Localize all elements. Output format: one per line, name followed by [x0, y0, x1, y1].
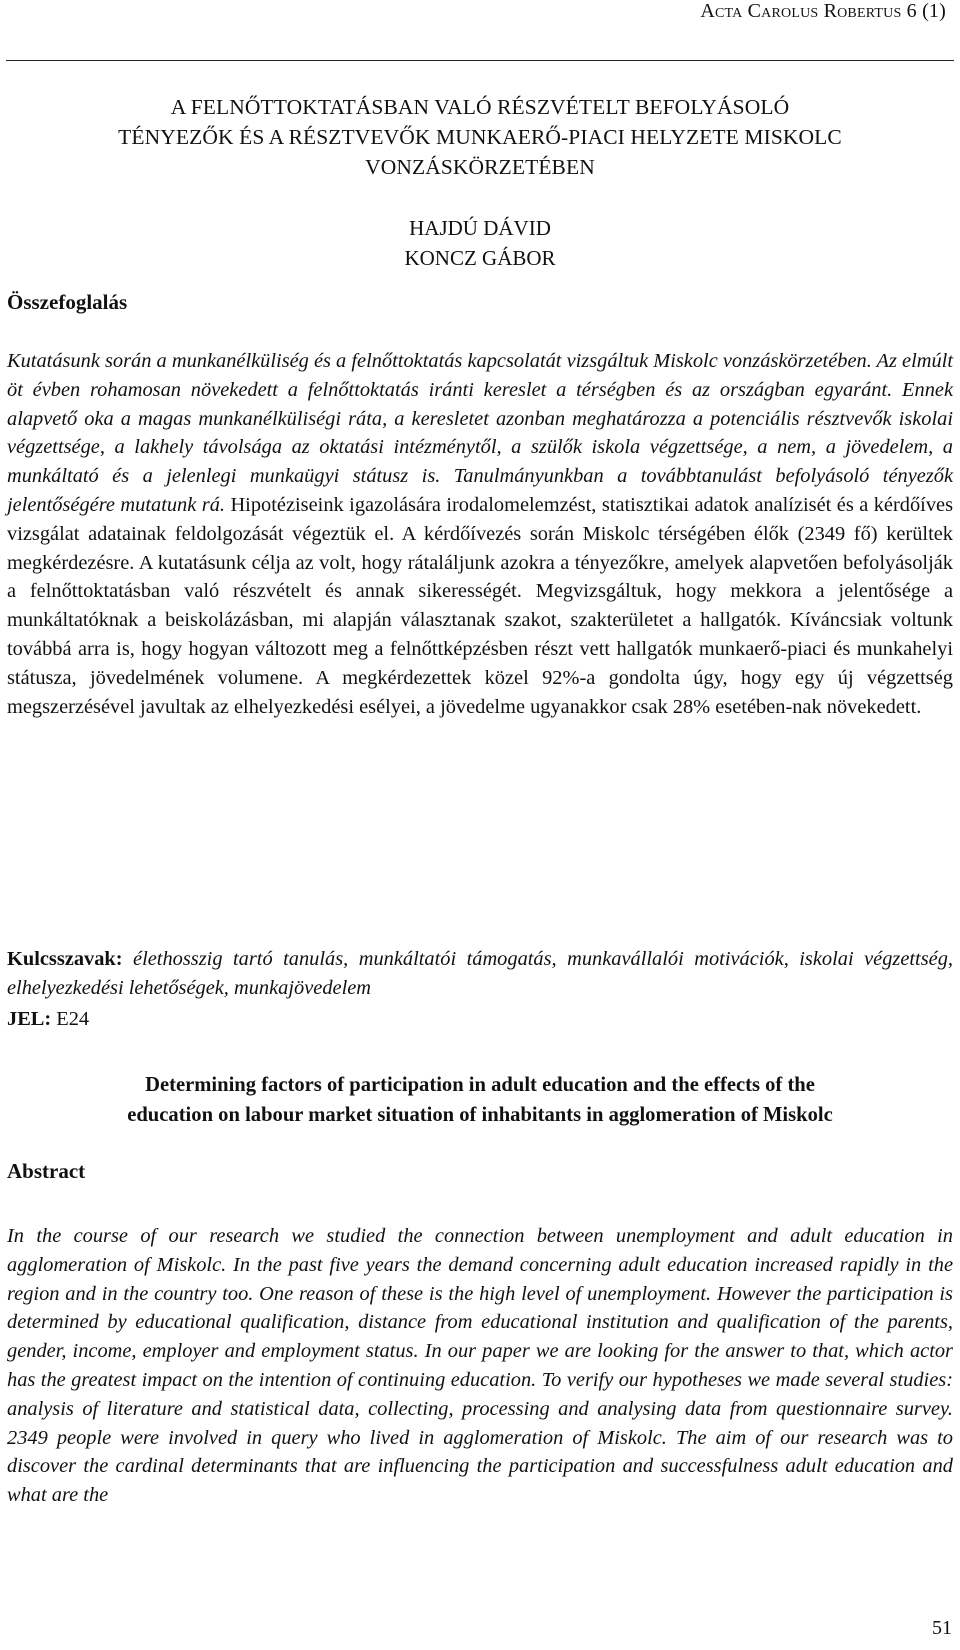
author-list	[8, 213, 952, 273]
summary-roman-text: Hipotéziseink igazolására irodalomelemzést, statisztikai adatok analízisét és a kérdőíves vizsgálat adatainak feldolgozását végeztük el. A kérdőívezés során Miskolc térségében élők (2349 fő) kerültek megkérdezésre. A kutatásunk célja az volt, hogy rátaláljunk azokra a tényezőkre, amelyek alapvetően befolyásolják a felnőttoktatásban való részvételt és annak sikerességét. Megvizsgáltuk, hogy mekkora a jelentősége a munkáltatóknak a beiskolázásban, mi alapján választanak szakot, szakterületet a hallgatók. Kíváncsiak voltunk továbbá arra is, hogy hogyan változott meg a felnőttképzésben részt vett hallgatók munkaerő-piaci és munkahelyi státusza, jövedelmének volumene. A megkérdezettek közel 92%-a gondolta úgy, hogy egy új végzettség megszerzésével javultak az elhelyezkedési esélyei, a jövedelme ugyanakkor csak 28% esetében-nak növekedett.	[7, 493, 954, 718]
header-rule	[6, 60, 954, 61]
jel-label: JEL:	[7, 1008, 52, 1030]
english-title-line-2: education on labour market situation of inhabitants in agglomeration of Miskolc	[127, 1104, 833, 1126]
journal-volume: 6 (1)	[906, 0, 946, 22]
summary-italic-text: Kutatásunk során a munkanélküliség és a felnőttoktatás kapcsolatát vizsgáltuk Miskolc vonzáskörzetében. Az elmúlt öt évben rohamosan növekedett a felnőttoktatás iránti kereslet a térségben és az országban egyaránt. Ennek alapvető oka a magas munkanélküliségi ráta, a keresletet azonban meghatározza a potenciális résztvevők iskolai végzettsége, a lakhely távolsága az oktatási intézménytől, a szülők iskola végzettsége, a nem, a jövedelem, a munkáltató és a jelenlegi munkaügyi státusz is. Tanulmányunkban a továbbtanulást befolyásoló tényezők jelentőségére mutatunk rá.	[7, 350, 953, 516]
abstract-paragraph	[7, 1222, 953, 1510]
author-name: KONCZ GÁBOR	[404, 246, 556, 270]
jel-value: E24	[51, 1008, 90, 1030]
title-line-1: A FELNŐTTOKTATÁSBAN VALÓ RÉSZVÉTELT BEFOLYÁSOLÓ	[170, 95, 790, 119]
journal-name: Acta Carolus Robertus	[700, 0, 902, 22]
title-line-3: VONZÁSKÖRZETÉBEN	[365, 155, 595, 179]
english-title-line-1: Determining factors of participation in adult education and the effects of the	[145, 1074, 815, 1096]
abstract-text: In the course of our research we studied the connection between unemployment and adult education in agglomeration of Miskolc. In the past five years the demand concerning adult education increased rapidly in the region and in the country too. One reason of these is the high level of unemployment. However the participation is determined by educational qualification, distance from educational institution and qualification of the parents, gender, income, employer and employment status. In our paper we are looking for the answer to that, which actor has the greatest impact on the intention of continuing education. To verify our hypotheses we made several studies: analysis of literature and statistical data, collecting, processing and analysing data from questionnaire survey. 2349 people were involved in query who lived in agglomeration of Miskolc. The aim of our research was to discover the cardinal determinants that are influencing the participation and successfulness adult education and what are the	[7, 1225, 953, 1507]
title-line-2: TÉNYEZŐK ÉS A RÉSZTVEVŐK MUNKAERŐ-PIACI HELYZETE MISKOLC	[118, 125, 842, 149]
page-number: 51	[932, 1617, 952, 1639]
summary-heading: Összefoglalás	[7, 290, 128, 314]
running-head	[700, 0, 946, 23]
keywords	[7, 945, 953, 1003]
author-name: HAJDÚ DÁVID	[409, 216, 551, 240]
article-title	[8, 92, 952, 182]
jel-code	[7, 1005, 89, 1034]
abstract-heading: Abstract	[7, 1159, 86, 1183]
english-title	[8, 1070, 952, 1130]
keywords-text: élethosszig tartó tanulás, munkáltatói támogatás, munkavállalói motivációk, iskolai végzettség, elhelyezkedési lehetőségek, munkajövedelem	[7, 948, 953, 999]
keywords-label: Kulcsszavak:	[7, 948, 123, 970]
summary-paragraph	[7, 347, 953, 721]
